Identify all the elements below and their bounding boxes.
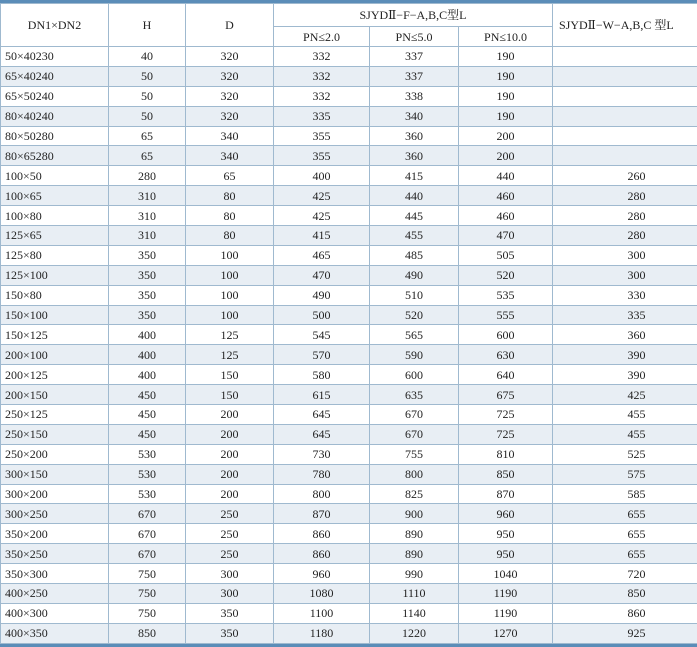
cell-l1: 645 xyxy=(274,405,370,425)
table-row xyxy=(1,424,697,444)
cell-h: 310 xyxy=(109,226,186,246)
cell-dn: 150×125 xyxy=(1,325,109,345)
cell-h: 530 xyxy=(109,484,186,504)
cell-l1: 860 xyxy=(274,524,370,544)
cell-h: 750 xyxy=(109,584,186,604)
cell-dn: 65×40240 xyxy=(1,66,109,86)
cell-l3: 460 xyxy=(459,186,553,206)
table-row xyxy=(1,206,697,226)
cell-h: 50 xyxy=(109,66,186,86)
cell-h: 350 xyxy=(109,265,186,285)
cell-h: 530 xyxy=(109,444,186,464)
cell-d: 300 xyxy=(186,584,274,604)
cell-l1: 490 xyxy=(274,285,370,305)
cell-dn: 350×200 xyxy=(1,524,109,544)
table-row xyxy=(1,66,697,86)
cell-l2: 337 xyxy=(370,47,459,67)
cell-w: 260 xyxy=(553,166,697,186)
cell-w: 425 xyxy=(553,385,697,405)
cell-h: 850 xyxy=(109,623,186,643)
cell-l1: 335 xyxy=(274,106,370,126)
cell-d: 125 xyxy=(186,345,274,365)
cell-l2: 635 xyxy=(370,385,459,405)
cell-l1: 545 xyxy=(274,325,370,345)
cell-h: 670 xyxy=(109,524,186,544)
cell-l3: 460 xyxy=(459,206,553,226)
cell-dn: 125×65 xyxy=(1,226,109,246)
cell-w: 925 xyxy=(553,623,697,643)
cell-d: 320 xyxy=(186,47,274,67)
cell-l3: 960 xyxy=(459,504,553,524)
cell-l1: 415 xyxy=(274,226,370,246)
cell-l2: 340 xyxy=(370,106,459,126)
cell-l3: 200 xyxy=(459,146,553,166)
table-row xyxy=(1,47,697,67)
cell-l1: 1080 xyxy=(274,584,370,604)
cell-h: 350 xyxy=(109,245,186,265)
cell-dn: 250×200 xyxy=(1,444,109,464)
cell-l2: 337 xyxy=(370,66,459,86)
header-dn: DN1×DN2 xyxy=(1,4,109,47)
cell-l3: 190 xyxy=(459,86,553,106)
cell-dn: 200×125 xyxy=(1,365,109,385)
cell-dn: 100×80 xyxy=(1,206,109,226)
cell-h: 530 xyxy=(109,464,186,484)
dimension-table xyxy=(0,3,697,644)
cell-l3: 190 xyxy=(459,66,553,86)
cell-dn: 200×100 xyxy=(1,345,109,365)
cell-d: 150 xyxy=(186,385,274,405)
cell-dn: 350×300 xyxy=(1,564,109,584)
cell-d: 80 xyxy=(186,186,274,206)
cell-l1: 400 xyxy=(274,166,370,186)
cell-l1: 500 xyxy=(274,305,370,325)
cell-dn: 150×80 xyxy=(1,285,109,305)
cell-w: 575 xyxy=(553,464,697,484)
header-row-top xyxy=(1,4,697,27)
cell-d: 100 xyxy=(186,305,274,325)
cell-l2: 590 xyxy=(370,345,459,365)
cell-h: 450 xyxy=(109,385,186,405)
cell-dn: 50×40230 xyxy=(1,47,109,67)
cell-d: 320 xyxy=(186,86,274,106)
cell-d: 350 xyxy=(186,603,274,623)
cell-dn: 300×200 xyxy=(1,484,109,504)
header-group-f: SJYDⅡ−F−A,B,C型L xyxy=(274,4,553,27)
table-row xyxy=(1,86,697,106)
cell-d: 340 xyxy=(186,126,274,146)
cell-dn: 150×100 xyxy=(1,305,109,325)
table-row xyxy=(1,464,697,484)
cell-dn: 200×150 xyxy=(1,385,109,405)
cell-l2: 415 xyxy=(370,166,459,186)
cell-l1: 570 xyxy=(274,345,370,365)
cell-l3: 675 xyxy=(459,385,553,405)
cell-dn: 80×40240 xyxy=(1,106,109,126)
cell-l2: 360 xyxy=(370,146,459,166)
cell-h: 310 xyxy=(109,186,186,206)
cell-dn: 65×50240 xyxy=(1,86,109,106)
cell-l3: 850 xyxy=(459,464,553,484)
cell-l1: 425 xyxy=(274,186,370,206)
table-row xyxy=(1,285,697,305)
cell-w: 300 xyxy=(553,245,697,265)
cell-dn: 300×250 xyxy=(1,504,109,524)
cell-l1: 332 xyxy=(274,47,370,67)
cell-w: 655 xyxy=(553,544,697,564)
header-h: H xyxy=(109,4,186,47)
cell-w: 585 xyxy=(553,484,697,504)
cell-l3: 640 xyxy=(459,365,553,385)
cell-l1: 355 xyxy=(274,126,370,146)
cell-l2: 1220 xyxy=(370,623,459,643)
header-pn2: PN≤5.0 xyxy=(370,27,459,47)
cell-l3: 630 xyxy=(459,345,553,365)
cell-w: 860 xyxy=(553,603,697,623)
cell-d: 100 xyxy=(186,285,274,305)
cell-d: 200 xyxy=(186,424,274,444)
cell-d: 350 xyxy=(186,623,274,643)
cell-d: 100 xyxy=(186,265,274,285)
cell-l3: 725 xyxy=(459,405,553,425)
cell-dn: 80×65280 xyxy=(1,146,109,166)
table-row xyxy=(1,405,697,425)
cell-w: 280 xyxy=(553,186,697,206)
table-row xyxy=(1,126,697,146)
cell-dn: 250×125 xyxy=(1,405,109,425)
cell-d: 250 xyxy=(186,504,274,524)
cell-h: 350 xyxy=(109,305,186,325)
cell-w: 390 xyxy=(553,365,697,385)
cell-d: 100 xyxy=(186,245,274,265)
cell-l2: 900 xyxy=(370,504,459,524)
cell-l3: 470 xyxy=(459,226,553,246)
cell-l3: 1040 xyxy=(459,564,553,584)
cell-l1: 425 xyxy=(274,206,370,226)
table-row xyxy=(1,345,697,365)
cell-h: 50 xyxy=(109,86,186,106)
cell-l1: 332 xyxy=(274,86,370,106)
cell-w xyxy=(553,66,697,86)
table-row xyxy=(1,524,697,544)
cell-l3: 600 xyxy=(459,325,553,345)
header-pn1: PN≤2.0 xyxy=(274,27,370,47)
cell-w: 300 xyxy=(553,265,697,285)
cell-l1: 615 xyxy=(274,385,370,405)
cell-w xyxy=(553,86,697,106)
cell-l3: 555 xyxy=(459,305,553,325)
cell-l3: 725 xyxy=(459,424,553,444)
cell-h: 310 xyxy=(109,206,186,226)
cell-l2: 520 xyxy=(370,305,459,325)
table-row xyxy=(1,106,697,126)
cell-l2: 510 xyxy=(370,285,459,305)
cell-d: 65 xyxy=(186,166,274,186)
cell-l2: 1110 xyxy=(370,584,459,604)
cell-dn: 100×65 xyxy=(1,186,109,206)
cell-l3: 190 xyxy=(459,106,553,126)
cell-l3: 440 xyxy=(459,166,553,186)
cell-h: 670 xyxy=(109,504,186,524)
cell-w: 720 xyxy=(553,564,697,584)
cell-l3: 520 xyxy=(459,265,553,285)
cell-l1: 1100 xyxy=(274,603,370,623)
cell-d: 320 xyxy=(186,66,274,86)
cell-h: 40 xyxy=(109,47,186,67)
cell-l1: 870 xyxy=(274,504,370,524)
cell-l2: 360 xyxy=(370,126,459,146)
cell-l1: 1180 xyxy=(274,623,370,643)
cell-w: 390 xyxy=(553,345,697,365)
table-row xyxy=(1,265,697,285)
cell-l2: 755 xyxy=(370,444,459,464)
cell-d: 320 xyxy=(186,106,274,126)
cell-dn: 80×50280 xyxy=(1,126,109,146)
cell-l2: 890 xyxy=(370,544,459,564)
table-body xyxy=(1,47,697,644)
cell-l1: 465 xyxy=(274,245,370,265)
cell-w xyxy=(553,146,697,166)
cell-l2: 670 xyxy=(370,424,459,444)
cell-l3: 950 xyxy=(459,544,553,564)
cell-dn: 125×100 xyxy=(1,265,109,285)
cell-w xyxy=(553,47,697,67)
cell-dn: 300×150 xyxy=(1,464,109,484)
table-row xyxy=(1,385,697,405)
table-row xyxy=(1,444,697,464)
cell-w xyxy=(553,126,697,146)
cell-l3: 1270 xyxy=(459,623,553,643)
cell-l1: 860 xyxy=(274,544,370,564)
cell-l2: 445 xyxy=(370,206,459,226)
cell-l3: 870 xyxy=(459,484,553,504)
table-row xyxy=(1,484,697,504)
cell-w: 525 xyxy=(553,444,697,464)
cell-l1: 470 xyxy=(274,265,370,285)
cell-l1: 730 xyxy=(274,444,370,464)
cell-l3: 200 xyxy=(459,126,553,146)
cell-l2: 490 xyxy=(370,265,459,285)
header-group-w: SJYDⅡ−W−A,B,C 型L xyxy=(553,4,697,47)
cell-d: 80 xyxy=(186,206,274,226)
cell-d: 340 xyxy=(186,146,274,166)
cell-l1: 580 xyxy=(274,365,370,385)
cell-d: 200 xyxy=(186,444,274,464)
cell-h: 65 xyxy=(109,126,186,146)
cell-l3: 190 xyxy=(459,47,553,67)
cell-w: 455 xyxy=(553,405,697,425)
cell-l1: 355 xyxy=(274,146,370,166)
cell-l2: 440 xyxy=(370,186,459,206)
table-row xyxy=(1,365,697,385)
table-row xyxy=(1,226,697,246)
cell-w: 335 xyxy=(553,305,697,325)
cell-w: 280 xyxy=(553,206,697,226)
cell-l2: 670 xyxy=(370,405,459,425)
cell-h: 670 xyxy=(109,544,186,564)
cell-d: 300 xyxy=(186,564,274,584)
cell-h: 400 xyxy=(109,365,186,385)
cell-d: 150 xyxy=(186,365,274,385)
cell-l2: 338 xyxy=(370,86,459,106)
cell-l3: 1190 xyxy=(459,603,553,623)
cell-dn: 400×300 xyxy=(1,603,109,623)
cell-l1: 800 xyxy=(274,484,370,504)
cell-d: 250 xyxy=(186,544,274,564)
table-row xyxy=(1,166,697,186)
cell-l1: 960 xyxy=(274,564,370,584)
cell-w: 330 xyxy=(553,285,697,305)
table-row xyxy=(1,245,697,265)
cell-l2: 1140 xyxy=(370,603,459,623)
cell-l2: 825 xyxy=(370,484,459,504)
cell-h: 65 xyxy=(109,146,186,166)
cell-l3: 950 xyxy=(459,524,553,544)
cell-h: 350 xyxy=(109,285,186,305)
header-d: D xyxy=(186,4,274,47)
cell-dn: 250×150 xyxy=(1,424,109,444)
cell-h: 400 xyxy=(109,325,186,345)
cell-d: 250 xyxy=(186,524,274,544)
cell-l3: 505 xyxy=(459,245,553,265)
cell-l2: 800 xyxy=(370,464,459,484)
table-row xyxy=(1,146,697,166)
cell-d: 200 xyxy=(186,484,274,504)
cell-l1: 780 xyxy=(274,464,370,484)
cell-w: 360 xyxy=(553,325,697,345)
cell-h: 50 xyxy=(109,106,186,126)
table-row xyxy=(1,325,697,345)
cell-h: 750 xyxy=(109,564,186,584)
cell-d: 200 xyxy=(186,405,274,425)
cell-l2: 890 xyxy=(370,524,459,544)
cell-l3: 535 xyxy=(459,285,553,305)
cell-h: 280 xyxy=(109,166,186,186)
cell-d: 200 xyxy=(186,464,274,484)
table-row xyxy=(1,544,697,564)
cell-w: 655 xyxy=(553,524,697,544)
table-row xyxy=(1,623,697,643)
cell-d: 125 xyxy=(186,325,274,345)
cell-w xyxy=(553,106,697,126)
cell-l1: 645 xyxy=(274,424,370,444)
header-pn3: PN≤10.0 xyxy=(459,27,553,47)
cell-l2: 455 xyxy=(370,226,459,246)
cell-dn: 400×250 xyxy=(1,584,109,604)
table-row xyxy=(1,603,697,623)
cell-w: 850 xyxy=(553,584,697,604)
table-row xyxy=(1,504,697,524)
table-row xyxy=(1,564,697,584)
cell-d: 80 xyxy=(186,226,274,246)
cell-h: 400 xyxy=(109,345,186,365)
cell-w: 655 xyxy=(553,504,697,524)
cell-l2: 600 xyxy=(370,365,459,385)
cell-w: 455 xyxy=(553,424,697,444)
cell-w: 280 xyxy=(553,226,697,246)
cell-l1: 332 xyxy=(274,66,370,86)
cell-dn: 400×350 xyxy=(1,623,109,643)
cell-dn: 100×50 xyxy=(1,166,109,186)
cell-l3: 1190 xyxy=(459,584,553,604)
cell-dn: 350×250 xyxy=(1,544,109,564)
table-row xyxy=(1,584,697,604)
table-row xyxy=(1,186,697,206)
cell-l2: 565 xyxy=(370,325,459,345)
cell-l2: 485 xyxy=(370,245,459,265)
cell-h: 450 xyxy=(109,424,186,444)
cell-l2: 990 xyxy=(370,564,459,584)
cell-h: 450 xyxy=(109,405,186,425)
cell-dn: 125×80 xyxy=(1,245,109,265)
table-row xyxy=(1,305,697,325)
cell-l3: 810 xyxy=(459,444,553,464)
cell-h: 750 xyxy=(109,603,186,623)
